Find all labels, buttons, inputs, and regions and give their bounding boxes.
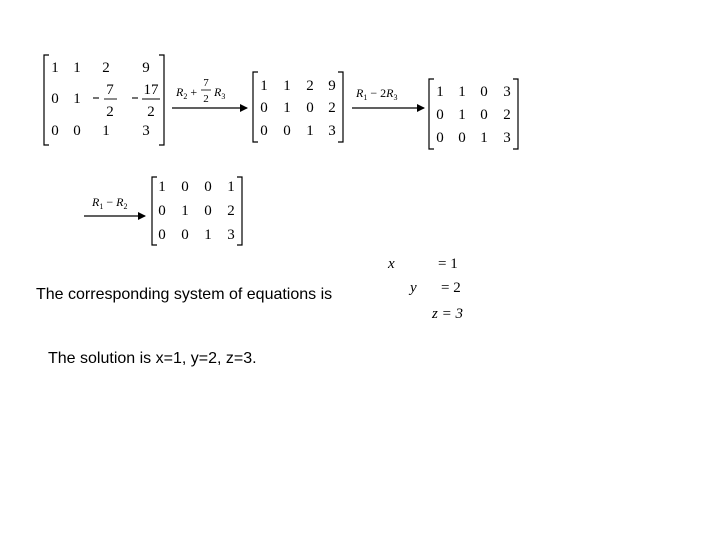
matrix-cell: 1 xyxy=(204,227,212,243)
matrix-cell: 1 xyxy=(73,91,81,107)
matrix-left-bracket xyxy=(44,55,49,145)
svg-text:R1 − 2R3: $R_1 - 2R_3$ xyxy=(356,86,398,102)
matrix-cell: 2 xyxy=(503,107,511,123)
matrix-cell: 1 xyxy=(283,100,291,116)
matrix-right-bracket xyxy=(338,72,343,142)
matrix-cell: 3 xyxy=(142,123,150,139)
matrix-cell: 0 xyxy=(181,227,189,243)
matrix-cell: 2 xyxy=(227,203,235,219)
matrix-cell-fraction xyxy=(132,82,160,120)
matrix-cell: 0 xyxy=(204,179,212,195)
matrix-cell: 1 xyxy=(158,179,166,195)
matrix-cell: 0 xyxy=(480,84,488,100)
matrix-cell: 3 xyxy=(503,130,511,146)
equation-x-value: = 1 xyxy=(438,256,458,272)
svg-text:2: 2 xyxy=(203,93,209,105)
matrix-cell: 0 xyxy=(306,100,314,116)
matrix-cell: 0 xyxy=(51,91,59,107)
matrix-left-bracket xyxy=(253,72,258,142)
matrix-cell: 1 xyxy=(260,78,268,94)
matrix-cell: 9 xyxy=(328,78,336,94)
solution-text: The solution is x=1, y=2, z=3. xyxy=(48,350,257,367)
arrow-1-head xyxy=(240,104,248,112)
matrix-2 xyxy=(253,72,343,142)
matrix-cell: 2 xyxy=(328,100,336,116)
matrix-left-bracket xyxy=(152,177,157,245)
matrix-cell-fraction xyxy=(93,82,117,120)
matrix-cell: 3 xyxy=(227,227,235,243)
matrix-right-bracket xyxy=(513,79,518,149)
svg-text:2: 2 xyxy=(147,104,155,120)
matrix-cell: 0 xyxy=(51,123,59,139)
matrix-cell: 1 xyxy=(306,123,314,139)
matrix-cell: 0 xyxy=(158,203,166,219)
row-operation-2 xyxy=(352,86,425,112)
matrix-cell: 1 xyxy=(458,84,466,100)
matrix-cell: 0 xyxy=(458,130,466,146)
arrow-2-head xyxy=(417,104,425,112)
svg-text:2: 2 xyxy=(106,104,114,120)
matrix-cell: 0 xyxy=(73,123,81,139)
matrix-cell: 0 xyxy=(283,123,291,139)
matrix-cell: 1 xyxy=(227,179,235,195)
matrix-cell: 1 xyxy=(283,78,291,94)
svg-text:7: 7 xyxy=(203,77,209,89)
matrix-cell: 1 xyxy=(181,203,189,219)
matrix-cell: 2 xyxy=(306,78,314,94)
svg-text:R2 +: $R_2$ + xyxy=(176,85,198,101)
svg-text:R3: $R_3$ xyxy=(214,85,226,101)
matrix-cell: 0 xyxy=(260,100,268,116)
matrix-4 xyxy=(152,177,242,245)
equation-z: z = 3 xyxy=(432,306,463,322)
svg-text:7: 7 xyxy=(106,82,114,98)
matrix-cell: 0 xyxy=(158,227,166,243)
equation-var-y: y xyxy=(410,280,417,296)
equation-var-x: x xyxy=(388,256,395,272)
matrix-cell: 0 xyxy=(260,123,268,139)
matrix-cell: 0 xyxy=(436,107,444,123)
matrix-cell: 0 xyxy=(181,179,189,195)
matrix-cell: 0 xyxy=(436,130,444,146)
matrix-1 xyxy=(44,55,164,145)
matrix-cell: 1 xyxy=(436,84,444,100)
matrix-left-bracket xyxy=(429,79,434,149)
matrix-cell: 9 xyxy=(142,60,150,76)
equation-y-value: = 2 xyxy=(441,280,461,296)
row-operation-3 xyxy=(84,195,146,220)
arrow-3-head xyxy=(138,212,146,220)
matrix-cell: 2 xyxy=(102,60,110,76)
matrix-cell: 3 xyxy=(503,84,511,100)
matrix-cell: 1 xyxy=(51,60,59,76)
matrix-right-bracket xyxy=(159,55,164,145)
matrix-cell: 1 xyxy=(480,130,488,146)
matrix-cell: 1 xyxy=(73,60,81,76)
svg-text:R1 − R2: $R_1 - R_2$ xyxy=(92,195,128,211)
svg-text:17: 17 xyxy=(143,82,159,98)
matrix-right-bracket xyxy=(237,177,242,245)
matrix-3 xyxy=(429,79,518,149)
matrix-cell: 1 xyxy=(102,123,110,139)
system-caption: The corresponding system of equations is xyxy=(36,286,333,303)
equation-system xyxy=(387,256,463,322)
matrix-cell: 3 xyxy=(328,123,336,139)
matrix-cell: 0 xyxy=(480,107,488,123)
row-operation-1 xyxy=(172,77,248,112)
matrix-cell: 1 xyxy=(458,107,466,123)
matrix-cell: 0 xyxy=(204,203,212,219)
